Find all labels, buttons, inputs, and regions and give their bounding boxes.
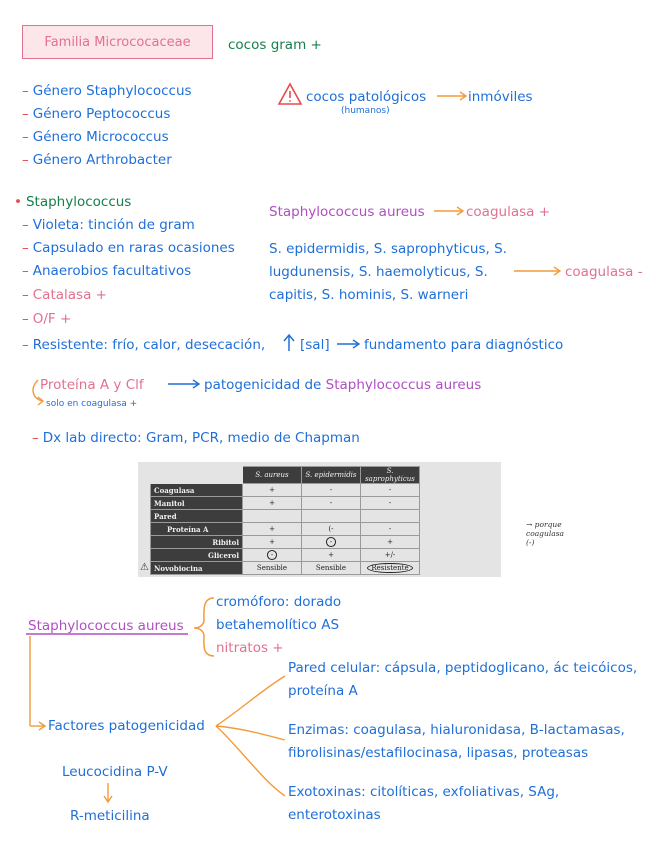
comparison-table-photo xyxy=(138,462,565,577)
trait-item: – Violeta: tinción de gram xyxy=(22,217,195,233)
pathogen-label: cocos patológicos xyxy=(306,89,427,105)
exotoxin-line: enterotoxinas xyxy=(288,807,381,823)
brace-icon xyxy=(194,598,214,656)
pathogen-result: inmóviles xyxy=(468,89,533,105)
resist-item: – Resistente: frío, calor, desecación, xyxy=(22,337,266,353)
table-row: Ribitol + - + xyxy=(151,536,420,549)
arrow-icon xyxy=(30,636,45,730)
pathogen-sub: (humanos) xyxy=(341,106,390,116)
resist-result: fundamento para diagnóstico xyxy=(364,337,564,353)
factors-label: Factores patogenicidad xyxy=(48,718,205,734)
genus-item: – Género Arthrobacter xyxy=(22,152,172,168)
comparison-table: S. aureus S. epidermidis S. saprophyticus Coagulasa + - - Manitol + - - Pared Proteína A + (- - Ribitol + - + Glicerol - + +/- Novobiocina Sensible Sensible Resistente xyxy=(150,466,420,575)
coag-aureus-result: coagulasa + xyxy=(466,204,551,220)
coag-others-line: capitis, S. hominis, S. warneri xyxy=(269,287,469,303)
genus-item: – Género Staphylococcus xyxy=(22,83,192,99)
arrow-icon xyxy=(168,380,199,388)
genus-item: – Género Peptococcus xyxy=(22,106,171,122)
table-row: Glicerol - + +/- xyxy=(151,549,420,562)
arrow-icon xyxy=(337,340,359,348)
table-note: → porque coagulasa (-) xyxy=(526,520,565,547)
protein-label: Proteína A y Clf xyxy=(40,377,144,393)
aureus-name: Staphylococcus aureus xyxy=(28,618,184,634)
enzyme-line: Enzimas: coagulasa, hialuronidasa, B-lactamasas, xyxy=(288,722,625,738)
warning-icon: ⚠ xyxy=(140,562,149,573)
trait-item: – Capsulado en raras ocasiones xyxy=(22,240,235,256)
coag-others-result: coagulasa - xyxy=(565,264,643,280)
protein-result: patogenicidad de Staphylococcus aureus xyxy=(204,377,482,393)
of-item: – O/F + xyxy=(22,311,72,327)
catalasa-item: – Catalasa + xyxy=(22,287,107,303)
coag-aureus: Staphylococcus aureus xyxy=(269,204,425,220)
arrow-icon xyxy=(514,267,560,275)
fan-lines xyxy=(216,676,285,796)
up-arrow-icon xyxy=(284,335,294,351)
arrow-icon xyxy=(437,92,466,100)
down-arrow-icon xyxy=(104,783,112,802)
table-row: Manitol + - - xyxy=(151,497,420,510)
resist-sal: [sal] xyxy=(300,337,330,353)
table-row: Pared xyxy=(151,510,420,523)
wall-line: proteína A xyxy=(288,683,358,699)
warning-icon xyxy=(279,84,301,104)
trait-item: – Anaerobios facultativos xyxy=(22,263,192,279)
enzyme-line: fibrolisinas/estafilocinasa, lipasas, proteasas xyxy=(288,745,589,761)
aureus-chromo: cromóforo: dorado xyxy=(216,594,342,610)
wall-line: Pared celular: cápsula, peptidoglicano, ác teicóicos, xyxy=(288,660,638,676)
dx-item: – Dx lab directo: Gram, PCR, medio de Chapman xyxy=(32,430,360,446)
staph-heading: • Staphylococcus xyxy=(14,194,132,210)
table-row: Coagulasa + - - xyxy=(151,484,420,497)
table-row: Novobiocina Sensible Sensible Resistente xyxy=(151,562,420,575)
protein-note: solo en coagulasa + xyxy=(46,399,138,409)
r-meticilina: R-meticilina xyxy=(70,808,150,824)
coag-others-line: S. epidermidis, S. saprophyticus, S. xyxy=(269,241,507,257)
aureus-nitr: nitratos + xyxy=(216,640,284,656)
aureus-hemo: betahemolítico AS xyxy=(216,617,340,633)
leucocidina: Leucocidina P-V xyxy=(62,764,168,780)
gram-label: cocos gram + xyxy=(228,37,322,53)
exotoxin-line: Exotoxinas: citolíticas, exfoliativas, SAg, xyxy=(288,784,560,800)
arrow-icon xyxy=(434,207,463,215)
table-row: Proteína A + (- - xyxy=(151,523,420,536)
genus-item: – Género Micrococcus xyxy=(22,129,169,145)
coag-others-line: lugdunensis, S. haemolyticus, S. xyxy=(269,264,488,280)
family-title-text: Familia Micrococaceae xyxy=(44,34,191,50)
